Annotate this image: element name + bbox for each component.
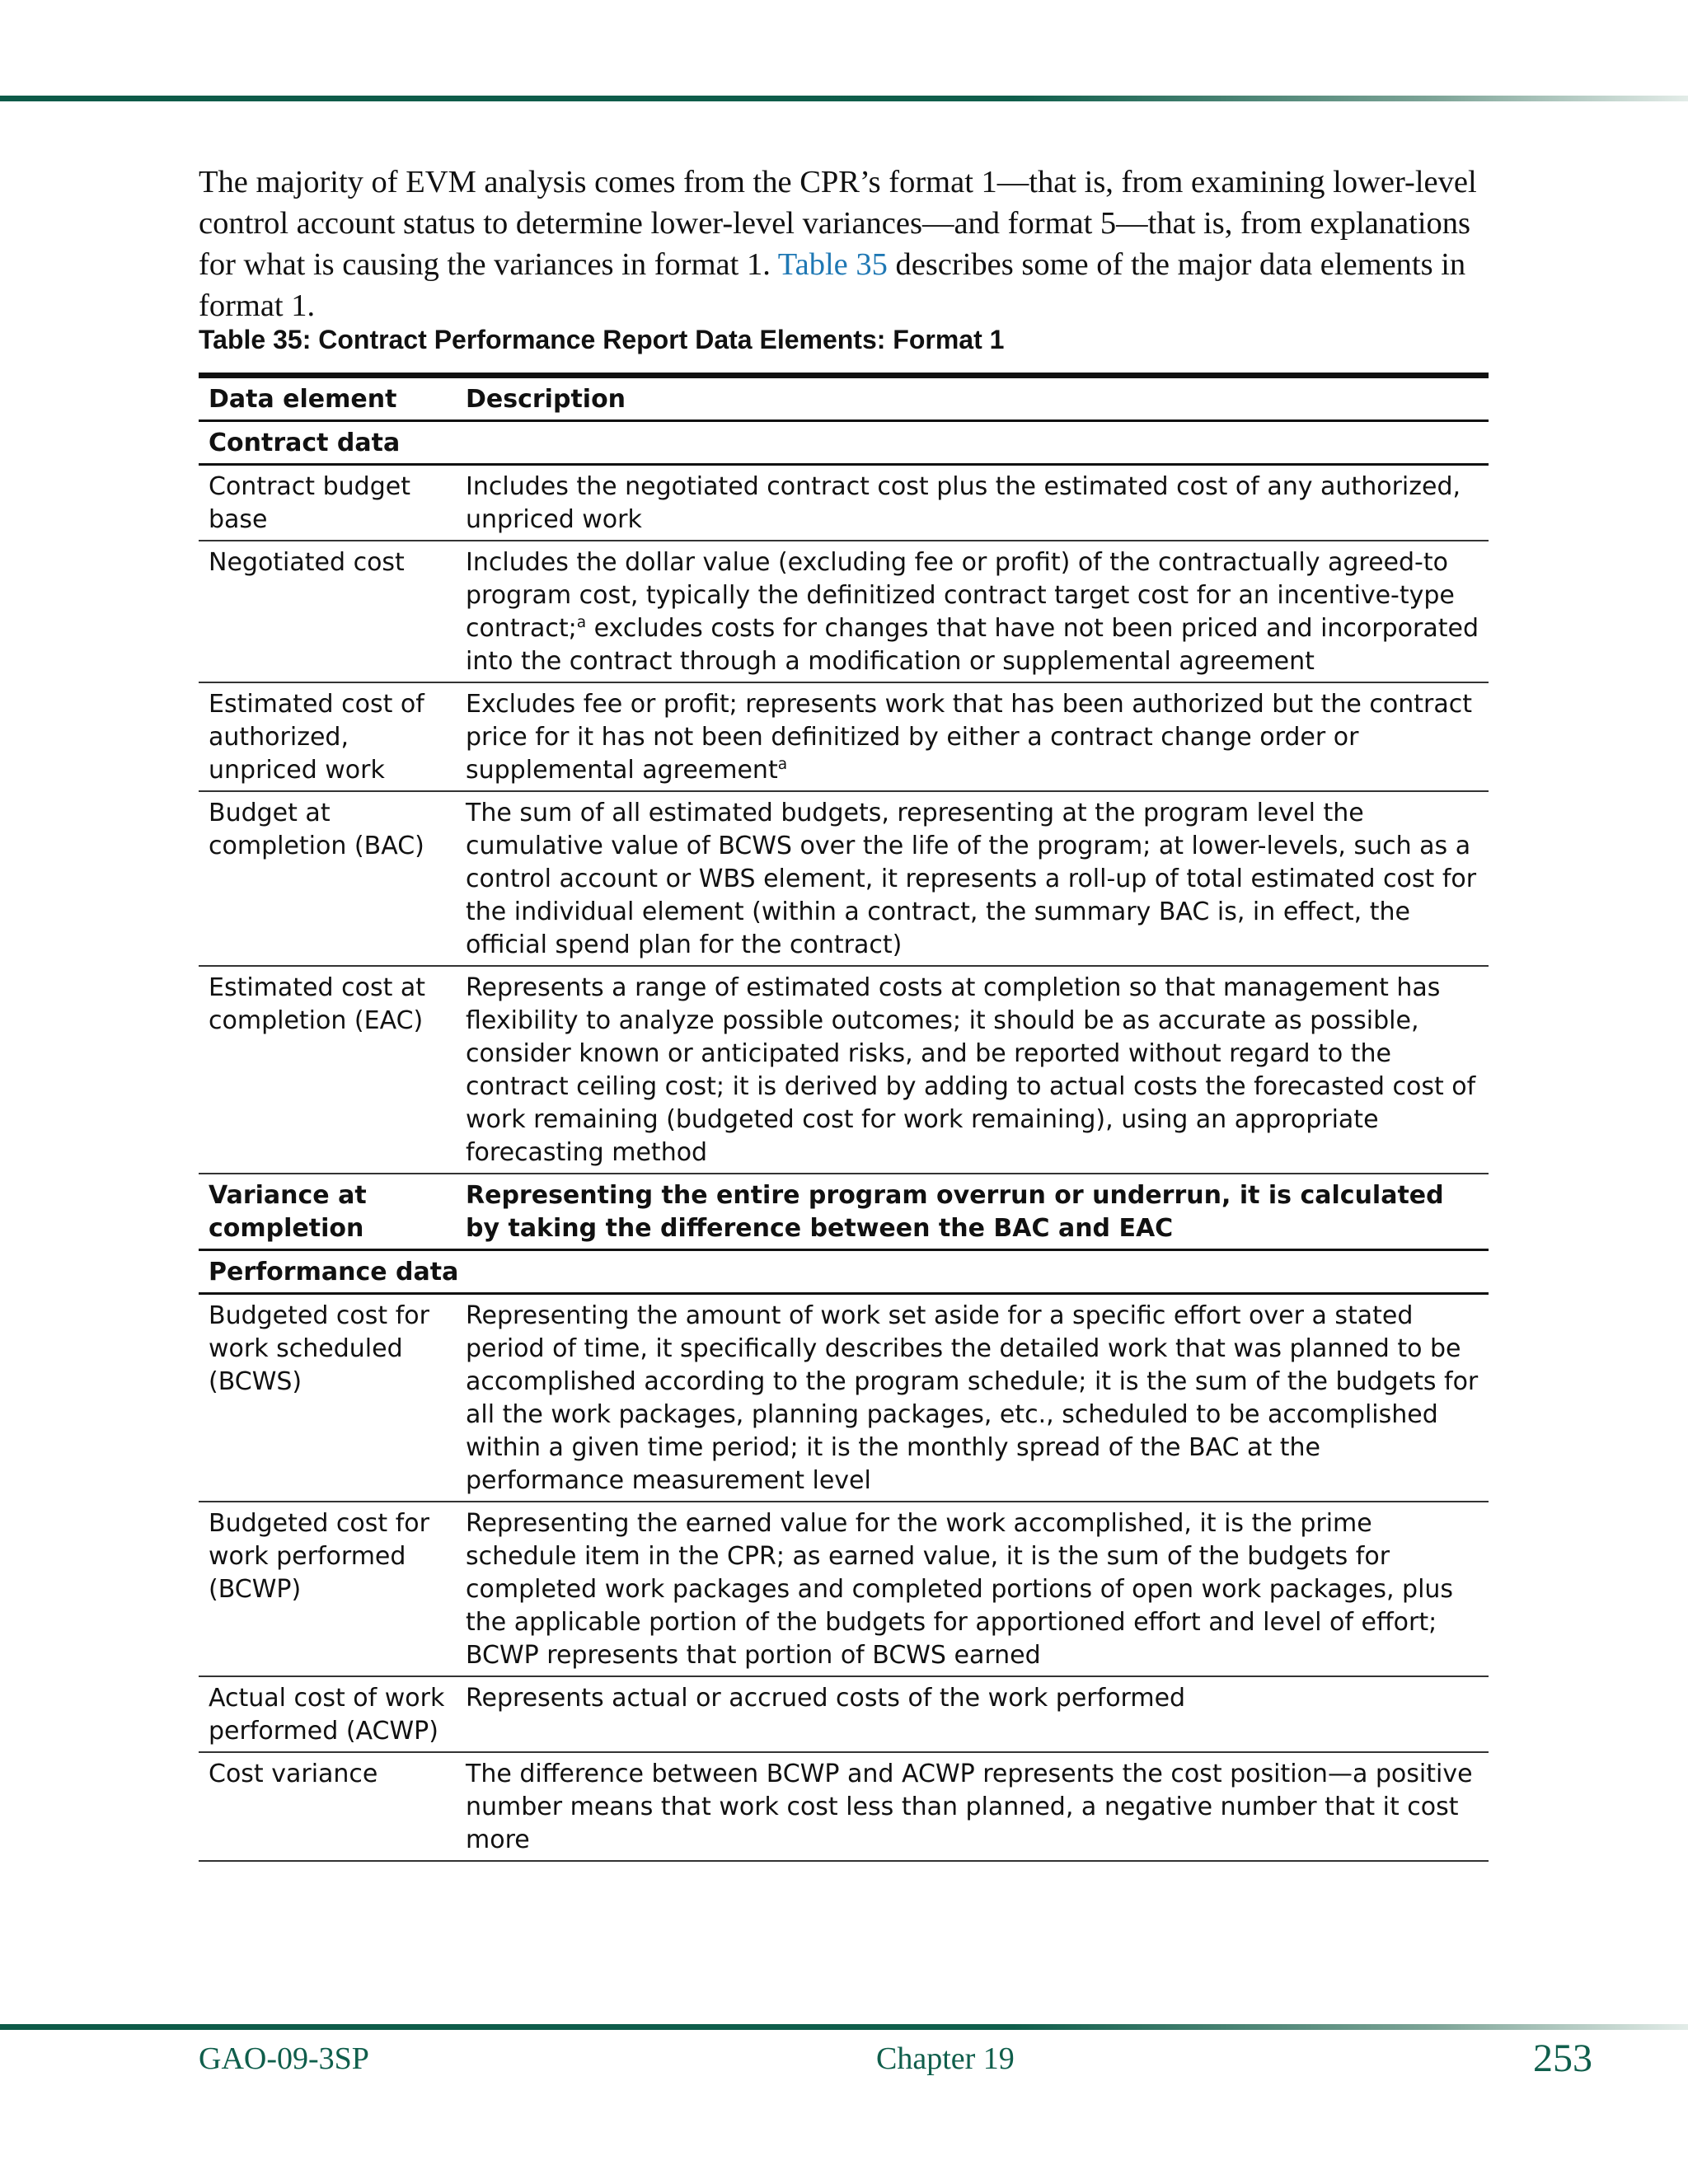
row-element: Estimated cost of authorized, unpriced work	[209, 690, 424, 785]
row-description-wrapper	[456, 541, 1489, 682]
table-row	[199, 1294, 1489, 1502]
intro-text-end: describes some of the major data elements in format 1.	[199, 247, 1466, 323]
table-row	[199, 682, 1489, 791]
row-element: Contract budget base	[209, 472, 410, 534]
table-caption: Table 35: Contract Performance Report Data Elements: Format 1	[199, 325, 1005, 354]
row-element: Budgeted cost for work performed (BCWP)	[209, 1509, 429, 1604]
footer-doc-id: GAO-09-3SP	[199, 2041, 369, 2076]
row-element: Budget at completion (BAC)	[209, 799, 424, 860]
row-description: Includes the negotiated contract cost plus the estimated cost of any authorized, unpriced work	[466, 472, 1461, 534]
row-description: Representing the earned value for the work accomplished, it is the prime schedule item in the CPR; as earned value, it is the sum of the budgets for completed work packages and completed portions of open work packages, plus the applicable portion of the budgets for apportioned effort and level of effort; BCWP represents that portion of BCWS earned	[466, 1509, 1454, 1670]
table-row	[199, 1676, 1489, 1752]
section-row-contract-data	[199, 421, 1489, 465]
table-header-row	[199, 376, 1489, 421]
footer-chapter: Chapter 19	[876, 2041, 1015, 2076]
row-description-continued: excludes costs for changes that have not been priced and incorporated into the contract through a modification or supplemental agreement	[466, 614, 1479, 676]
row-description-wrapper	[456, 682, 1489, 791]
footnote-marker: a	[576, 614, 587, 631]
row-element: Cost variance	[209, 1760, 378, 1788]
intro-paragraph	[199, 162, 1501, 326]
row-description: The difference between BCWP and ACWP represents the cost position—a positive number means that work cost less than planned, a negative number that it cost more	[466, 1760, 1473, 1854]
table-row	[199, 1174, 1489, 1250]
bottom-rule	[0, 2024, 1688, 2030]
row-element: Estimated cost at completion (EAC)	[209, 973, 426, 1035]
footnote-marker: a	[777, 756, 788, 773]
intro-text: The majority of EVM analysis comes from the CPR’s format 1—that is, from examining lower-level control account status to determine lower-level variances—and format 5—that is, from explanations for what is causing the variances in format 1.	[199, 165, 1477, 282]
row-description: The sum of all estimated budgets, representing at the program level the cumulative value of BCWS over the life of the program; at lower-levels, such as a control account or WBS element, it represents a roll-up of total estimated cost for the individual element (within a contract, the summary BAC is, in effect, the official spend plan for the contract)	[466, 799, 1477, 959]
top-rule	[0, 96, 1688, 101]
header-data-element: Data element	[209, 385, 397, 414]
data-elements-table	[199, 373, 1489, 1862]
section-row-performance-data	[199, 1250, 1489, 1294]
table-row	[199, 791, 1489, 966]
section-title: Contract data	[209, 429, 401, 457]
row-element: Negotiated cost	[209, 548, 405, 577]
row-element: Budgeted cost for work scheduled (BCWS)	[209, 1301, 429, 1396]
table-row	[199, 1502, 1489, 1676]
page-number: 253	[1533, 2036, 1592, 2080]
section-title: Performance data	[209, 1258, 459, 1286]
table-35-link[interactable]: Table 35	[777, 247, 888, 282]
table-row	[199, 966, 1489, 1174]
row-description: Represents actual or accrued costs of the work performed	[466, 1684, 1186, 1713]
header-description: Description	[466, 385, 626, 414]
row-element: Variance at completion	[209, 1181, 367, 1243]
row-description: Representing the entire program overrun or underrun, it is calculated by taking the difference between the BAC and EAC	[466, 1181, 1444, 1243]
row-description: Represents a range of estimated costs at completion so that management has flexibility to analyze possible outcomes; it should be as accurate as possible, consider known or anticipated risks, and be reported without regard to the contract ceiling cost; it is derived by adding to actual costs the forecasted cost of work remaining (budgeted cost for work remaining), using an appropriate forecasting method	[466, 973, 1476, 1167]
row-description: Excludes fee or profit; represents work that has been authorized but the contract price for it has not been definitized by either a contract change order or supplemental agreement	[466, 690, 1473, 785]
row-description: Representing the amount of work set aside for a specific effort over a stated period of time, it specifically describes the detailed work that was planned to be accomplished according to the program schedule; it is the sum of the budgets for all the work packages, planning packages, etc., scheduled to be accomplished within a given time period; it is the monthly spread of the BAC at the performance measurement level	[466, 1301, 1479, 1495]
table-row	[199, 1752, 1489, 1861]
row-description: Includes the dollar value (excluding fee or profit) of the contractually agreed-to program cost, typically the definitized contract target cost for an incentive-type contract;	[466, 548, 1455, 643]
table-row	[199, 465, 1489, 541]
table-row	[199, 541, 1489, 682]
row-element: Actual cost of work performed (ACWP)	[209, 1684, 445, 1746]
